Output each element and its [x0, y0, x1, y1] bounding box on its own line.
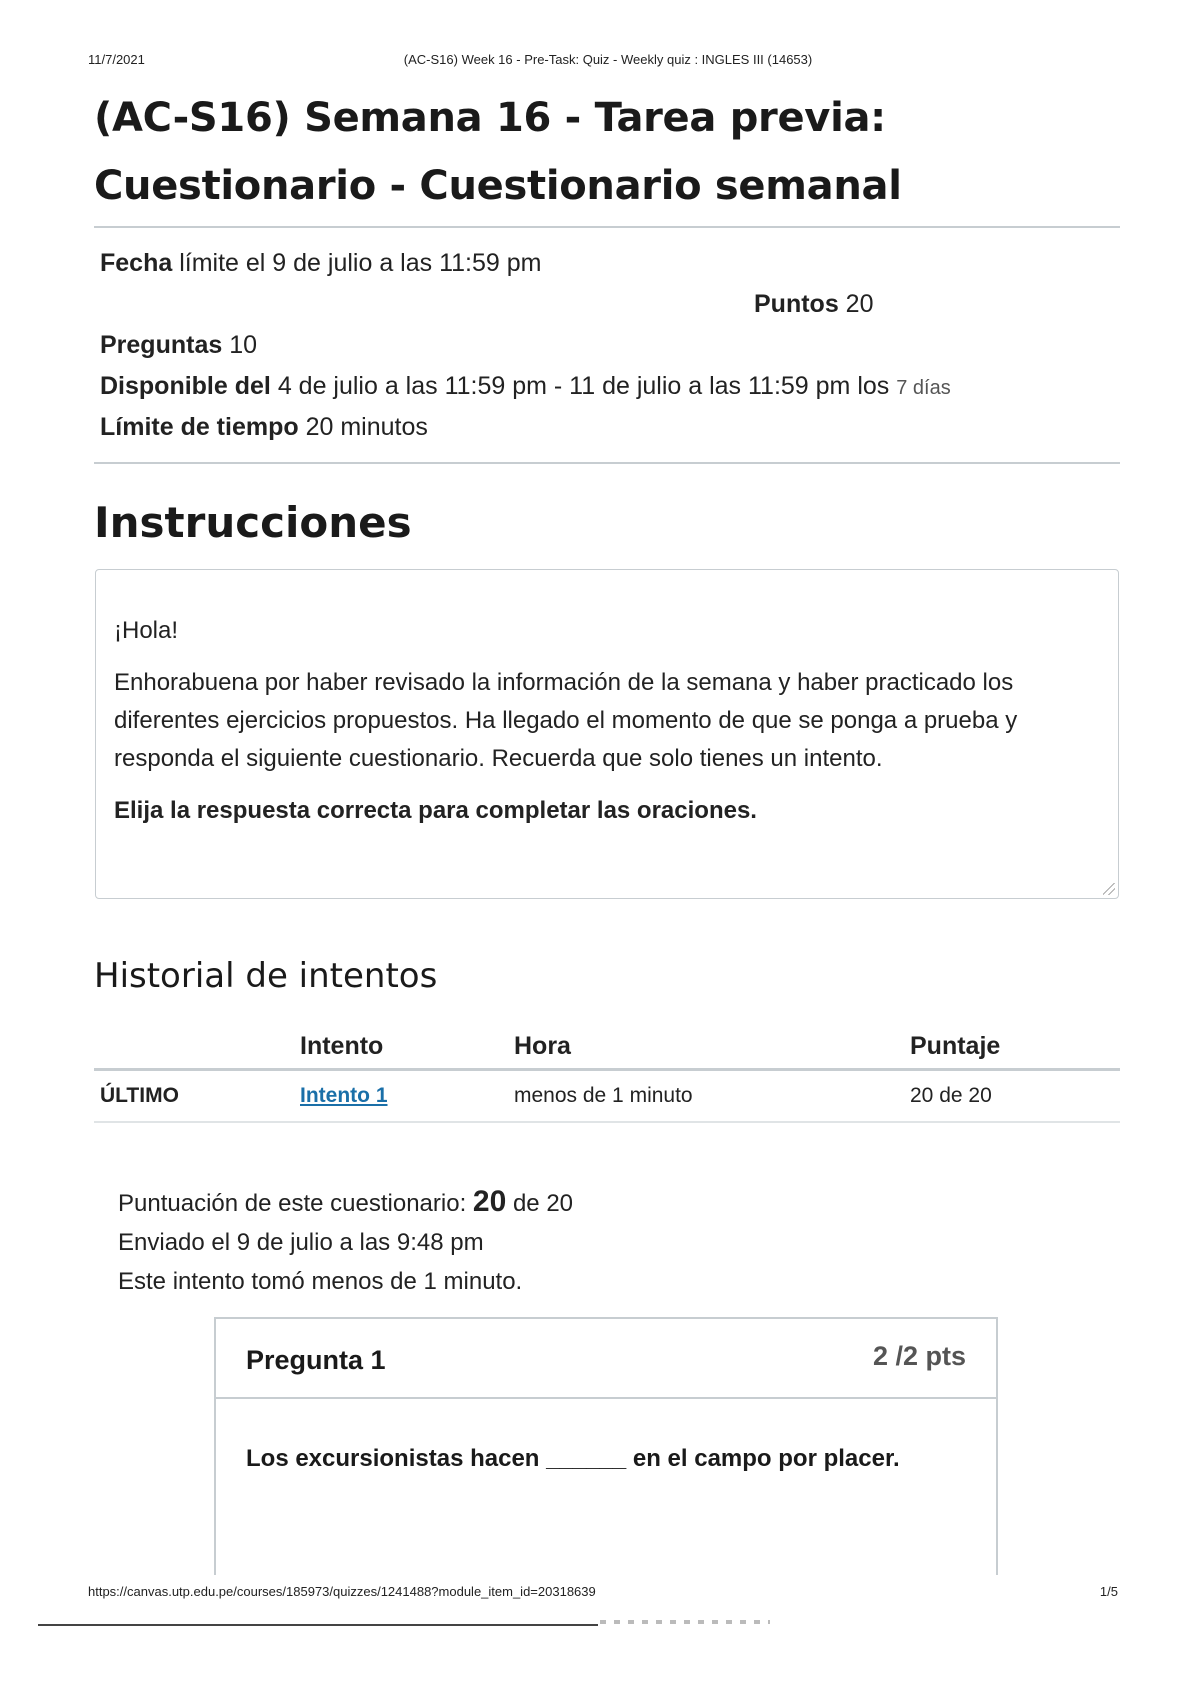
- quiz-score-line: [118, 1182, 573, 1223]
- history-heading: Historial de intentos: [94, 956, 438, 996]
- divider: [94, 462, 1120, 464]
- points: [754, 289, 873, 319]
- cropped-artifact: [600, 1620, 770, 1624]
- available-value: 4 de julio a las 11:59 pm - 11 de julio a las 11:59 pm los: [277, 372, 890, 400]
- instructions-task: Elija la respuesta correcta para completar las oraciones.: [114, 797, 757, 824]
- table-header: [94, 1030, 1120, 1071]
- print-date: 11/7/2021: [88, 52, 145, 67]
- instructions-heading: Instrucciones: [94, 498, 412, 547]
- questions-label: Preguntas: [100, 331, 223, 359]
- question-title: Pregunta 1: [246, 1345, 386, 1375]
- score-value: 20: [472, 1185, 507, 1218]
- attempt-score: 20 de 20: [910, 1084, 992, 1107]
- score-summary: [118, 1182, 573, 1301]
- divider: [94, 226, 1120, 228]
- questions-value: 10: [229, 331, 258, 359]
- score-label: Puntuación de este cuestionario:: [118, 1190, 467, 1217]
- due-value: límite el 9 de julio a las 11:59 pm: [179, 249, 542, 277]
- attempts-table: [94, 1030, 1120, 1123]
- question-points: 2 /2 pts: [872, 1341, 966, 1371]
- page-title: (AC-S16) Semana 16 - Tarea previa: Cuestionario - Cuestionario semanal: [94, 95, 902, 209]
- print-title: (AC-S16) Week 16 - Pre-Task: Quiz - Weekly quiz : INGLES III (14653): [403, 52, 813, 67]
- attempt-time: menos de 1 minuto: [514, 1084, 693, 1107]
- table-row: [94, 1071, 1120, 1123]
- due-date: [100, 248, 541, 278]
- time-limit-label: Límite de tiempo: [100, 413, 299, 441]
- attempt-link[interactable]: Intento 1: [300, 1084, 388, 1107]
- due-label: Fecha: [100, 249, 173, 277]
- column-header-time: Hora: [514, 1032, 571, 1060]
- page-number: 1/5: [1099, 1584, 1118, 1599]
- availability: [100, 371, 951, 403]
- column-header-attempt: Intento: [300, 1032, 384, 1060]
- score-total: de 20: [512, 1190, 574, 1217]
- latest-label: ÚLTIMO: [100, 1084, 179, 1107]
- column-header-score: Puntaje: [910, 1032, 1001, 1060]
- available-days: 7 días: [896, 377, 951, 399]
- time-limit-value: 20 minutos: [305, 413, 428, 441]
- instructions-body: Enhorabuena por haber revisado la información de la semana y haber practicado los diferentes ejercicios propuestos. Ha llegado el momento de que se ponga a prueba y responda el siguiente cuestionario. Recuerda que solo tienes un intento.: [114, 669, 1018, 772]
- print-url: https://canvas.utp.edu.pe/courses/185973/quizzes/1241488?module_item_id=20318639: [88, 1584, 596, 1599]
- questions-count: [100, 330, 257, 360]
- available-label: Disponible del: [100, 372, 271, 400]
- print-header: [88, 52, 1128, 72]
- question-card: [214, 1317, 998, 1575]
- points-value: 20: [845, 290, 874, 318]
- question-text: Los excursionistas hacen ______ en el campo por placer.: [246, 1445, 900, 1472]
- duration-line: Este intento tomó menos de 1 minuto.: [118, 1268, 523, 1295]
- divider: [38, 1624, 598, 1626]
- instructions-greeting: ¡Hola!: [114, 617, 179, 644]
- submitted-line: Enviado el 9 de julio a las 9:48 pm: [118, 1229, 484, 1256]
- question-header: [216, 1319, 996, 1399]
- resize-handle-icon[interactable]: [1103, 883, 1115, 895]
- instructions-box: [95, 569, 1119, 899]
- points-label: Puntos: [754, 290, 839, 318]
- time-limit: [100, 412, 428, 442]
